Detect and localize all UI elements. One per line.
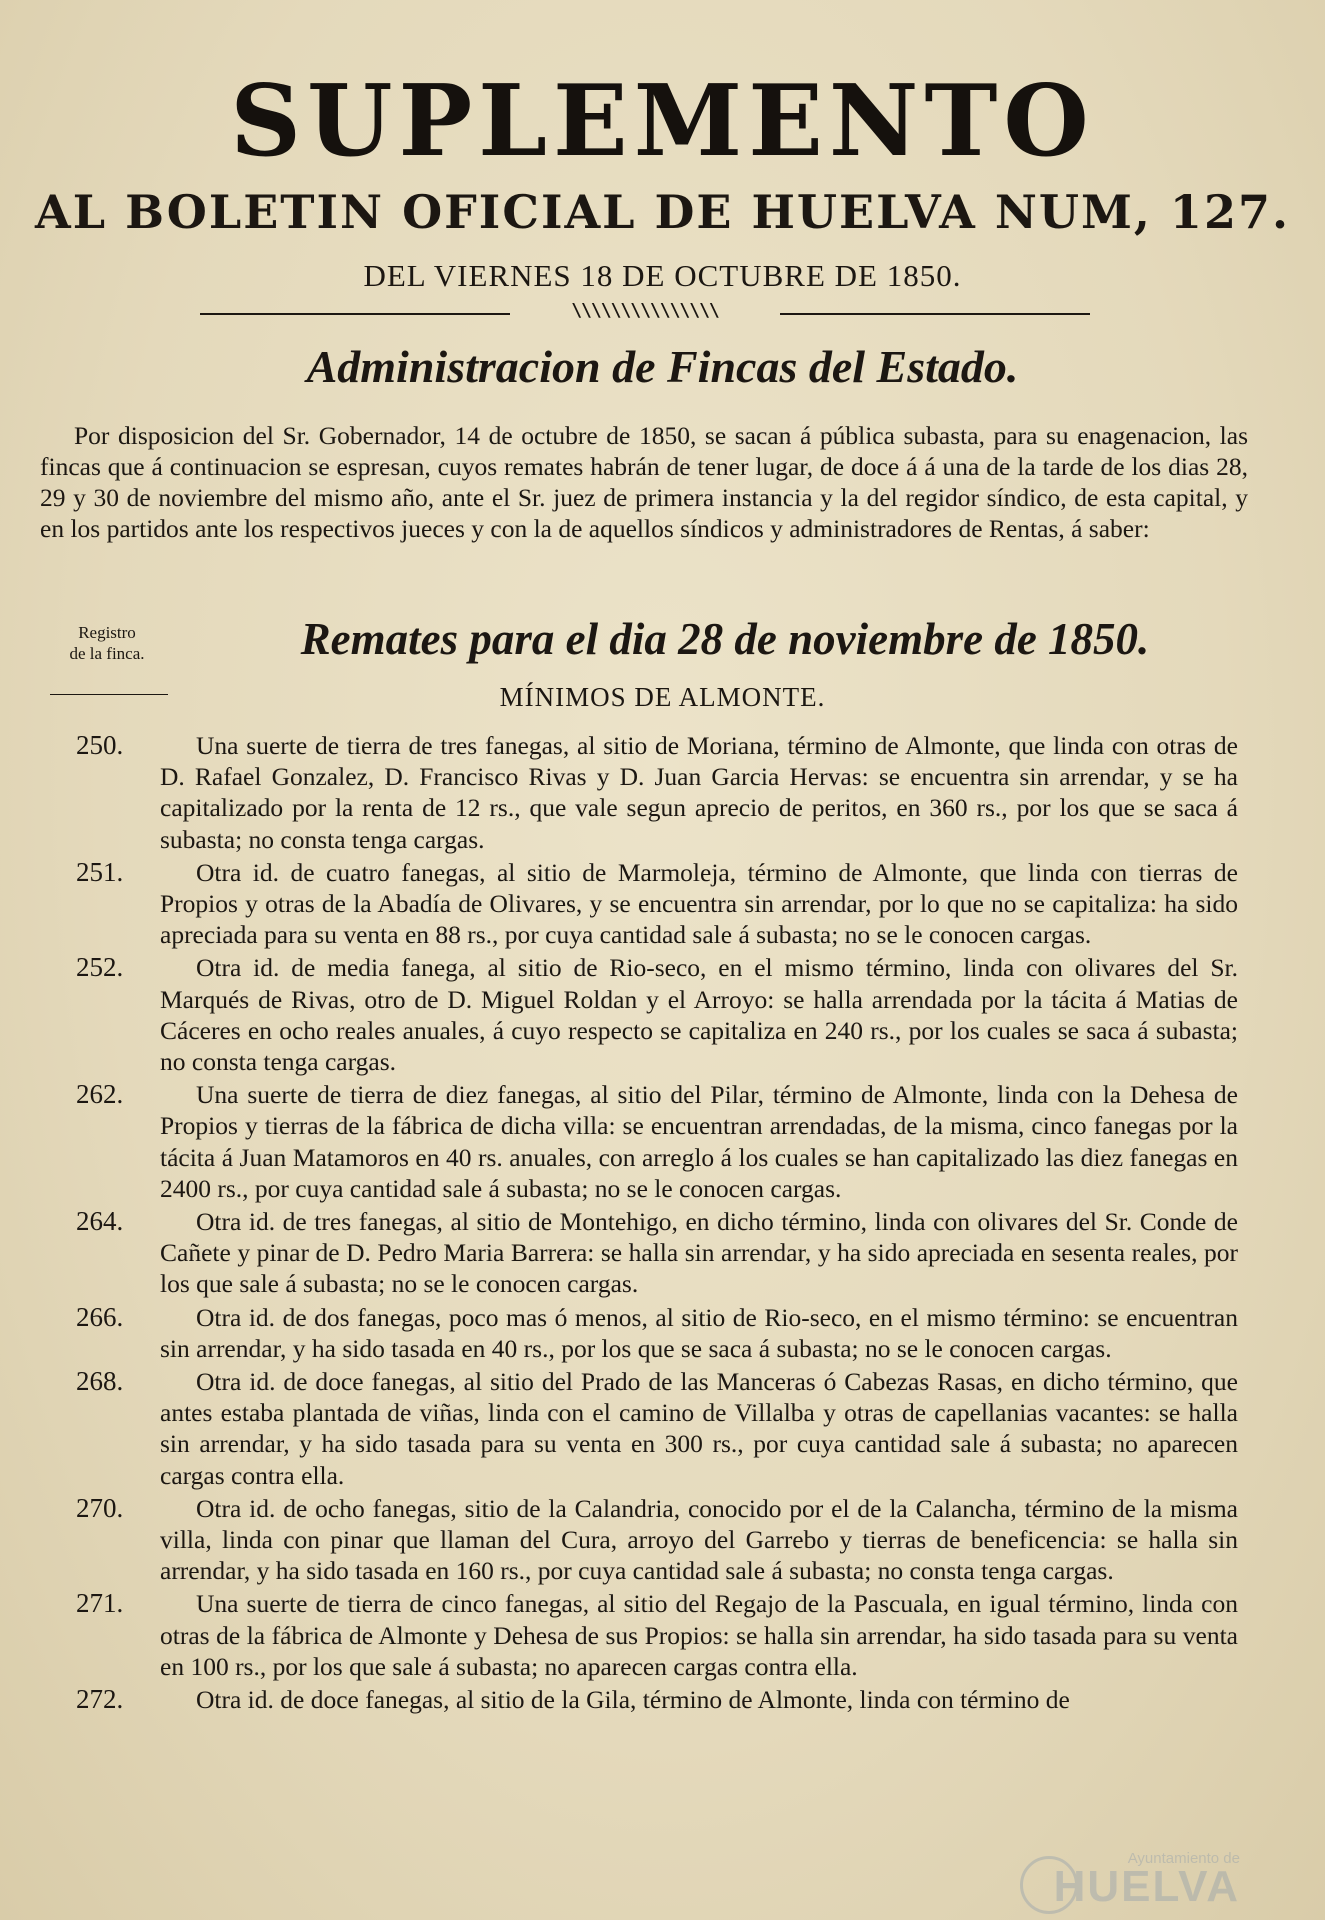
- ornament-divider: [200, 300, 1090, 324]
- list-item: [76, 1588, 1238, 1682]
- entry-text: Otra id. de tres fanegas, al sitio de Montehigo, en dicho término, linda con olivares del Sr. Conde de Cañete y pinar de D. Pedro Maria Barrera: se halla sin arrendar, y ha sido apreciada en sesenta reales, por los que sale á subasta; no se le conocen cargas.: [160, 1207, 1238, 1299]
- page-subtitle: AL BOLETIN OFICIAL DE HUELVA NUM, 127.: [35, 185, 1290, 239]
- list-item: [76, 1492, 1238, 1587]
- watermark-logo: [1020, 1850, 1240, 1912]
- entry-text: Una suerte de tierra de tres fanegas, al sitio de Moriana, término de Almonte, que linda con otras de D. Rafael Gonzalez, D. Francisco Rivas y D. Juan Garcia Hervas: se encuentra sin arrendar, y se ha capitalizado por la renta de 12 rs., que vale segun aprecio de peritos, en 360 rs., por los que se saca á subasta; no consta tenga cargas.: [160, 731, 1238, 854]
- entry-number: 268.: [76, 1366, 124, 1397]
- entry-text: Otra id. de dos fanegas, poco mas ó menos, al sitio de Rio-seco, en el mismo término: se encuentran sin arrendar, y ha sido tasada en 40 rs., por los que se saca á subasta; no se le conocen cargas.: [160, 1302, 1238, 1363]
- registro-label-line1: Registro: [78, 623, 136, 642]
- list-item: [76, 856, 1238, 951]
- ornament-pattern: \\\\\\\\\\\\\\\: [571, 300, 719, 321]
- entry-number: 270.: [76, 1492, 124, 1523]
- watermark-big-text: HUELVA: [1053, 1862, 1240, 1911]
- entry-text: Otra id. de ocho fanegas, sitio de la Calandria, conocido por el de la Calancha, término de la misma villa, linda con pinar que llaman del Cura, arroyo del Garrebo y tierras de beneficencia: se halla sin arrendar, y ha sido tasada en 160 rs., por cuya cantidad sale á subasta; no consta tenga cargas.: [160, 1493, 1238, 1586]
- list-item: [76, 1366, 1238, 1491]
- entry-text: Una suerte de tierra de diez fanegas, al sitio del Pilar, término de Almonte, linda con la Dehesa de Propios y tierras de la fábrica de dicha villa: se encuentran arrendadas, de la misma, cinco fanegas por la tácita á Juan Matamoros en 40 rs. anuales, con arreglo á los cuales se han capitalizado las diez fanegas en 2400 rs., por cuya cantidad sale á subasta; no se le conocen cargas.: [160, 1080, 1238, 1203]
- list-item: [76, 952, 1238, 1077]
- dateline: DEL VIERNES 18 DE OCTUBRE DE 1850.: [363, 258, 962, 293]
- entry-text: Una suerte de tierra de cinco fanegas, al sitio del Regajo de la Pascuala, en igual término, linda con otras de la fábrica de Almonte y Dehesa de sus Propios: se halla sin arrendar, ha sido tasada para su venta en 100 rs., por los que sale á subasta; no aparecen cargas contra ella.: [160, 1589, 1238, 1681]
- entry-text: Otra id. de media fanega, al sitio de Rio-seco, en el mismo término, linda con olivares del Sr. Marqués de Rivas, otro de D. Miguel Roldan y el Arroyo: se halla arrendada por la tácita á Matias de Cáceres en ocho reales anuales, á cuyo respecto se capitaliza en 240 rs., por los cuales se saca á subasta; no consta tenga cargas.: [160, 953, 1238, 1077]
- entry-number: 252.: [76, 952, 124, 983]
- remates-subtitle: MÍNIMOS DE ALMONTE.: [499, 682, 826, 712]
- list-item: [76, 1206, 1238, 1300]
- page-title: SUPLEMENTO: [230, 64, 1095, 179]
- entry-number: 262.: [76, 1079, 124, 1110]
- entry-number: 251.: [76, 856, 124, 887]
- registro-label: [52, 622, 162, 664]
- divider-line-right: [780, 313, 1090, 315]
- entry-number: 271.: [76, 1588, 124, 1619]
- entry-number: 266.: [76, 1301, 124, 1332]
- remates-title: Remates para el dia 28 de noviembre de 1850.: [300, 614, 1150, 664]
- list-item: [76, 730, 1238, 855]
- list-item: [76, 1301, 1238, 1364]
- divider-line-left: [200, 313, 510, 315]
- entries-list: [0, 730, 1325, 1717]
- entry-text: Otra id. de doce fanegas, al sitio de la Gila, término de Almonte, linda con término de: [196, 1685, 1070, 1715]
- registro-label-line2: de la finca.: [69, 644, 145, 663]
- list-item: [76, 1684, 1238, 1715]
- entry-text: Otra id. de doce fanegas, al sitio del Prado de las Manceras ó Cabezas Rasas, en dicho término, que antes estaba plantada de viñas, linda con el camino de Villalba y otras de capellanias vacantes: se halla sin arrendar, y ha sido tasada para su venta en 300 rs., por cuya cantidad sale á subasta; no aparecen cargas contra ella.: [160, 1367, 1238, 1490]
- entry-number: 250.: [76, 730, 124, 760]
- entry-number: 272.: [76, 1684, 124, 1715]
- entry-number: 264.: [76, 1206, 124, 1237]
- watermark-small-text: Ayuntamiento de: [1127, 1850, 1240, 1867]
- section-title: Administracion de Fincas del Estado.: [306, 341, 1019, 392]
- list-item: [76, 1079, 1238, 1204]
- entry-text: Otra id. de cuatro fanegas, al sitio de Marmoleja, término de Almonte, que linda con tierras de Propios y otras de la Abadía de Olivares, y se encuentra sin arrendar, por lo que no se capitaliza: ha sido apreciada para su venta en 88 rs., por cuya cantidad sale á subasta; no se le conocen cargas.: [160, 857, 1238, 950]
- intro-paragraph: Por disposicion del Sr. Gobernador, 14 de octubre de 1850, se sacan á pública subasta, para su enagenacion, las fincas que á continuacion se espresan, cuyos remates habrán de tener lugar, de doce á á una de la tarde de los dias 28, 29 y 30 de noviembre del mismo año, ante el Sr. juez de primera instancia y la del regidor síndico, de esta capital, y en los partidos ante los respectivos jueces y con la de aquellos síndicos y administradores de Rentas, á saber:: [40, 421, 1248, 543]
